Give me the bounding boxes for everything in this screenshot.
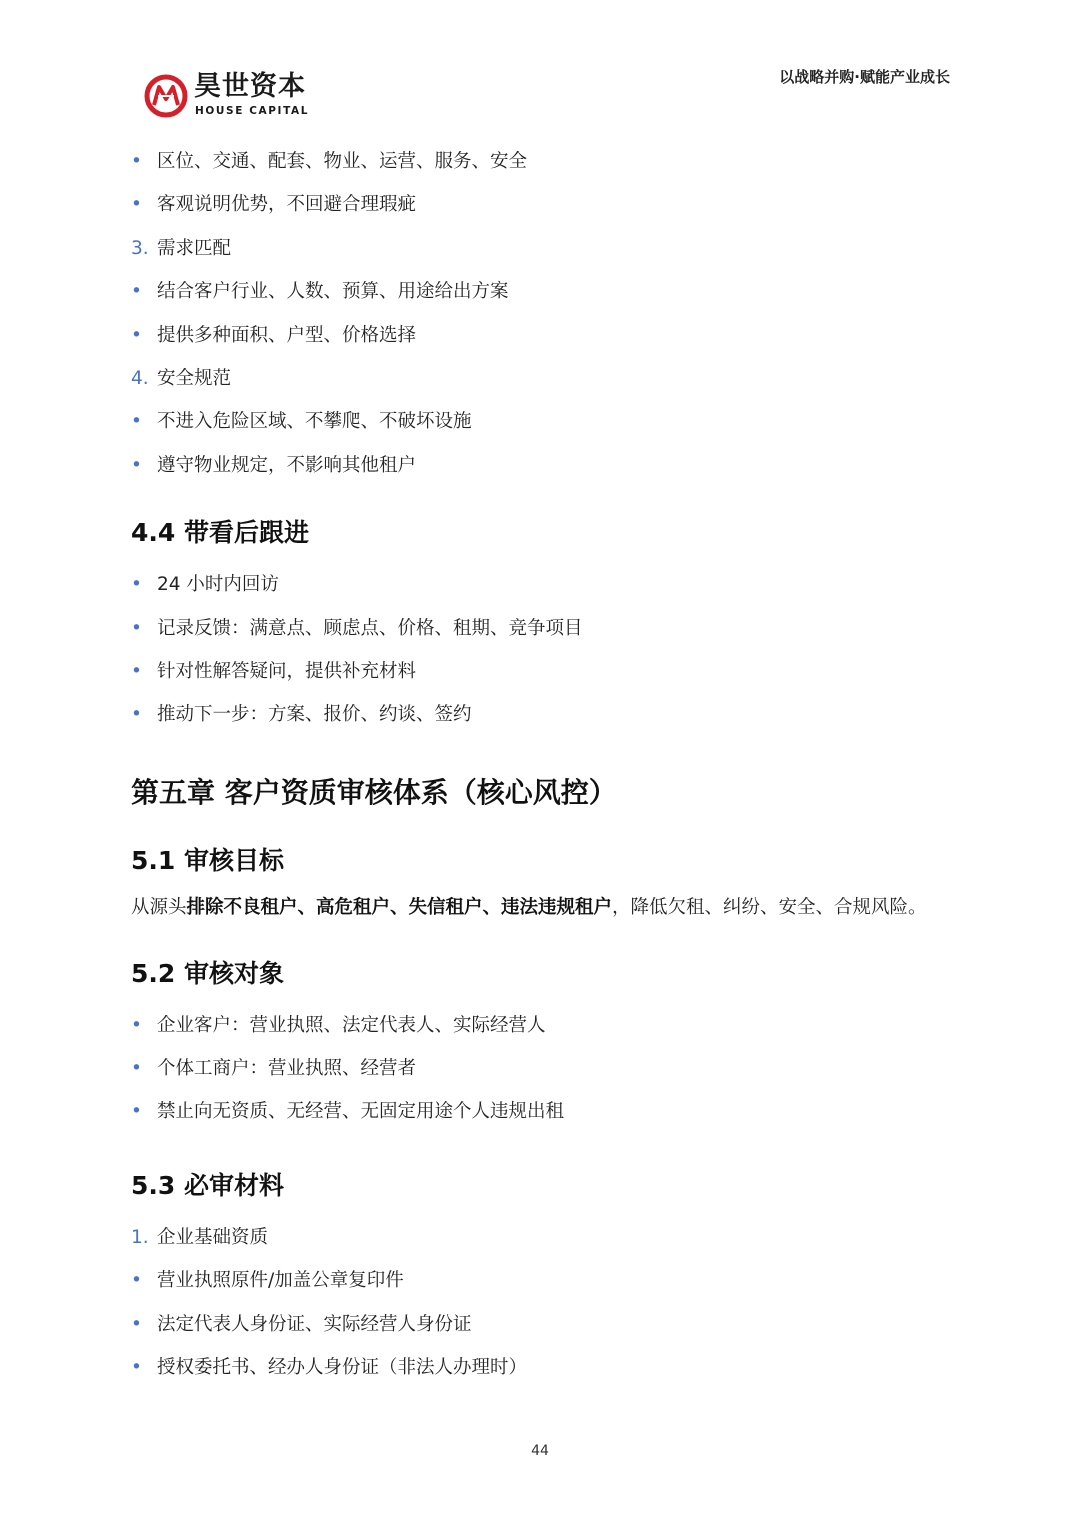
list-item-text: 个体工商户：营业执照、经营者 [157,1058,417,1080]
list-marker: • [131,324,142,346]
section-heading-5-2: 5.2 审核对象 [131,958,284,988]
list-section-4-4 [131,563,951,737]
header-tagline: 以战略并购·赋能产业成长 [779,68,950,86]
list-item [131,444,951,487]
list-marker: • [131,1058,142,1080]
list-item-text: 客观说明优势，不回避合理瑕疵 [157,194,417,216]
list-item [131,1216,951,1259]
page-number: 44 [531,1443,549,1459]
logo-mark-icon [144,74,188,118]
list-item-text: 企业基础资质 [157,1226,269,1248]
list-item-text: 24 小时内回访 [157,574,279,596]
list-item-text: 记录反馈：满意点、顾虑点、价格、租期、竞争项目 [157,617,583,639]
list-item [131,140,951,183]
list-item [131,1090,951,1133]
section-heading-5-1: 5.1 审核目标 [131,845,284,875]
list-item [131,693,951,736]
list-marker: • [131,660,142,682]
list-item-text: 推动下一步：方案、报价、约谈、签约 [157,704,472,726]
list-marker: • [131,281,142,303]
list-marker: • [131,1270,142,1292]
list-item-text: 法定代表人身份证、实际经营人身份证 [157,1313,472,1335]
list-marker: • [131,194,142,216]
section-heading-5-3: 5.3 必审材料 [131,1170,284,1200]
list-item [131,270,951,313]
chapter-heading: 第五章 客户资质审核体系（核心风控） [131,775,617,809]
list-marker: • [131,411,142,433]
paragraph-text: ，降低欠租、纠纷、安全、合规风险。 [612,896,927,918]
list-marker: • [131,454,142,476]
list-item-text: 授权委托书、经办人身份证（非法人办理时） [157,1357,528,1379]
list-item [131,1259,951,1302]
company-logo [144,72,314,122]
list-marker: • [131,617,142,639]
paragraph-emphasis: 排除不良租户、高危租户、失信租户、违法违规租户 [186,896,613,918]
logo-english-name: HOUSE CAPITAL [195,105,310,117]
list-marker: 4. [131,367,149,389]
list-item-text: 提供多种面积、户型、价格选择 [157,324,417,346]
list-item [131,1004,951,1047]
list-section-5-2 [131,1004,951,1134]
list-marker: 1. [131,1226,149,1248]
list-item [131,1047,951,1090]
list-item [131,563,951,606]
list-marker: • [131,1101,142,1123]
section-paragraph [131,891,951,924]
list-marker: • [131,704,142,726]
list-section-5-3 [131,1216,951,1390]
section-heading-4-4: 4.4 带看后跟进 [131,518,309,548]
list-item-text: 遵守物业规定，不影响其他租户 [157,454,417,476]
list-item-text: 需求匹配 [157,237,232,259]
list-item [131,607,951,650]
list-item-text: 禁止向无资质、无经营、无固定用途个人违规出租 [157,1101,565,1123]
paragraph-text: 从源头 [131,896,187,918]
list-item [131,1303,951,1346]
list-marker: • [131,574,142,596]
list-marker: • [131,1357,142,1379]
list-item-text: 企业客户：营业执照、法定代表人、实际经营人 [157,1014,546,1036]
list-item [131,400,951,443]
list-marker: • [131,1014,142,1036]
list-item-text: 结合客户行业、人数、预算、用途给出方案 [157,281,509,303]
list-item [131,357,951,400]
list-item [131,1346,951,1389]
list-item-text: 安全规范 [157,367,232,389]
list-item-text: 营业执照原件/加盖公章复印件 [157,1270,404,1292]
list-marker: 3. [131,237,149,259]
list-item-text: 针对性解答疑问，提供补充材料 [157,660,417,682]
list-marker: • [131,1313,142,1335]
list-item [131,227,951,270]
list-item [131,314,951,357]
logo-chinese-name: 昊世资本 [194,71,306,102]
list-item-text: 不进入危险区域、不攀爬、不破坏设施 [157,411,472,433]
list-item [131,183,951,226]
list-item-text: 区位、交通、配套、物业、运营、服务、安全 [157,151,528,172]
list-item [131,650,951,693]
list-section-a [131,140,951,487]
list-marker: • [131,151,142,172]
document-body [131,140,951,1389]
